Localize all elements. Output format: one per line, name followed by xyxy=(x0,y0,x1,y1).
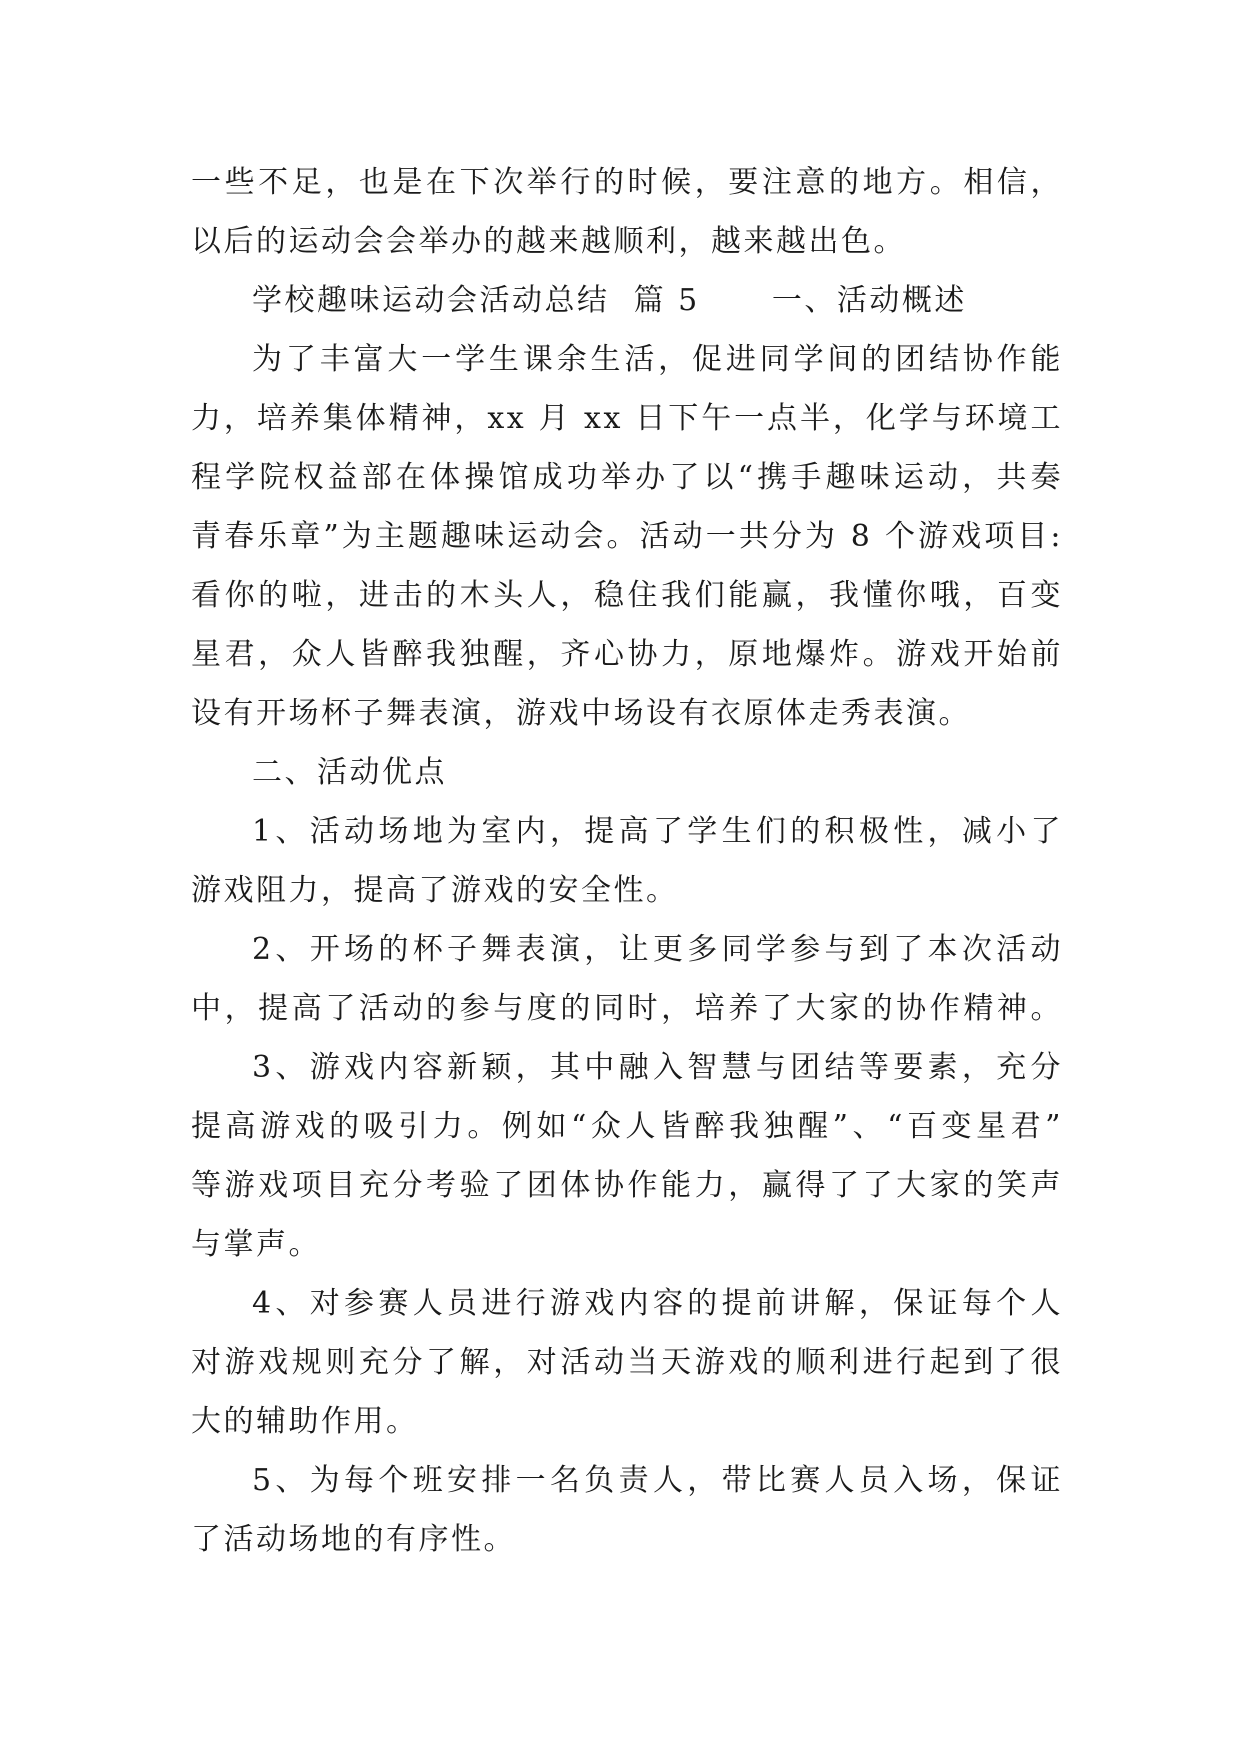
text-line-23: 5、为每个班安排一名负责人，带比赛人员入场，保证 xyxy=(252,1463,1063,1498)
text-line-14: 2、开场的杯子舞表演，让更多同学参与到了本次活动 xyxy=(252,932,1063,967)
text-line-22: 大的辅助作用。 xyxy=(191,1404,419,1439)
text-line-2: 以后的运动会会举办的越来越顺利，越来越出色。 xyxy=(191,224,906,259)
text-line-7: 青春乐章”为主题趣味运动会。活动一共分为 8 个游戏项目: xyxy=(191,519,1063,554)
subheading-advantages: 二、活动优点 xyxy=(252,755,447,790)
text-line-1: 一些不足，也是在下次举行的时候，要注意的地方。相信， xyxy=(191,165,1063,200)
text-line-13: 游戏阻力，提高了游戏的安全性。 xyxy=(191,873,679,908)
text-line-8: 看你的啦，进击的木头人，稳住我们能赢，我懂你哦，百变 xyxy=(191,578,1063,613)
section-heading-5: 学校趣味运动会活动总结 篇 5 一、活动概述 xyxy=(252,283,967,318)
text-line-5: 力，培养集体精神，xx 月 xx 日下午一点半，化学与环境工 xyxy=(191,401,1063,436)
text-line-9: 星君，众人皆醉我独醒，齐心协力，原地爆炸。游戏开始前 xyxy=(191,637,1063,672)
text-line-19: 与掌声。 xyxy=(191,1227,321,1262)
text-line-24: 了活动场地的有序性。 xyxy=(191,1522,516,1557)
text-line-6: 程学院权益部在体操馆成功举办了以“携手趣味运动，共奏 xyxy=(191,460,1063,495)
text-line-15: 中，提高了活动的参与度的同时，培养了大家的协作精神。 xyxy=(191,991,1063,1026)
text-line-4: 为了丰富大一学生课余生活，促进同学间的团结协作能 xyxy=(252,342,1063,377)
text-line-20: 4、对参赛人员进行游戏内容的提前讲解，保证每个人 xyxy=(252,1286,1063,1321)
text-line-18: 等游戏项目充分考验了团体协作能力，赢得了了大家的笑声 xyxy=(191,1168,1063,1203)
text-line-21: 对游戏规则充分了解，对活动当天游戏的顺利进行起到了很 xyxy=(191,1345,1063,1380)
text-line-16: 3、游戏内容新颖，其中融入智慧与团结等要素，充分 xyxy=(252,1050,1063,1085)
text-line-17: 提高游戏的吸引力。例如“众人皆醉我独醒”、“百变星君” xyxy=(191,1109,1063,1144)
text-line-12: 1、活动场地为室内，提高了学生们的积极性，减小了 xyxy=(252,814,1063,849)
text-line-10: 设有开场杯子舞表演，游戏中场设有衣原体走秀表演。 xyxy=(191,696,971,731)
